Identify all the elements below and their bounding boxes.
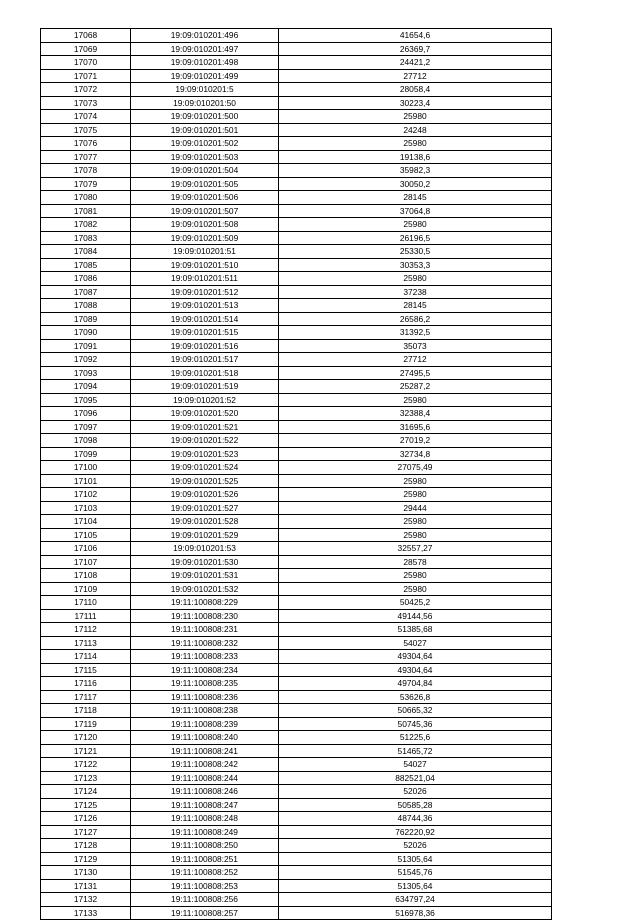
table-row — [41, 893, 552, 907]
cadastral-number-cell: 19:11:100808:251 — [131, 852, 279, 866]
table-row — [41, 312, 552, 326]
row-number-cell: 17107 — [41, 555, 131, 569]
row-number-cell: 17124 — [41, 785, 131, 799]
value-cell: 30050,2 — [279, 177, 552, 191]
row-number-cell: 17072 — [41, 83, 131, 97]
value-cell: 27495,5 — [279, 366, 552, 380]
table-row — [41, 731, 552, 745]
row-number-cell: 17085 — [41, 258, 131, 272]
row-number-cell: 17125 — [41, 798, 131, 812]
row-number-cell: 17116 — [41, 677, 131, 691]
cadastral-number-cell: 19:09:010201:512 — [131, 285, 279, 299]
row-number-cell: 17084 — [41, 245, 131, 259]
row-number-cell: 17071 — [41, 69, 131, 83]
table-row — [41, 906, 552, 920]
value-cell: 25980 — [279, 110, 552, 124]
cadastral-number-cell: 19:09:010201:509 — [131, 231, 279, 245]
row-number-cell: 17106 — [41, 542, 131, 556]
table-row — [41, 285, 552, 299]
row-number-cell: 17080 — [41, 191, 131, 205]
cadastral-number-cell: 19:09:010201:520 — [131, 407, 279, 421]
value-cell: 50425,2 — [279, 596, 552, 610]
value-cell: 25980 — [279, 218, 552, 232]
row-number-cell: 17118 — [41, 704, 131, 718]
table-row — [41, 204, 552, 218]
value-cell: 49304,64 — [279, 663, 552, 677]
table-row — [41, 555, 552, 569]
value-cell: 53626,8 — [279, 690, 552, 704]
cadastral-number-cell: 19:09:010201:521 — [131, 420, 279, 434]
value-cell: 35982,3 — [279, 164, 552, 178]
row-number-cell: 17119 — [41, 717, 131, 731]
cadastral-number-cell: 19:11:100808:247 — [131, 798, 279, 812]
cadastral-number-cell: 19:11:100808:234 — [131, 663, 279, 677]
table-row — [41, 407, 552, 421]
value-cell: 51305,64 — [279, 879, 552, 893]
cadastral-number-cell: 19:09:010201:519 — [131, 380, 279, 394]
cadastral-number-cell: 19:11:100808:256 — [131, 893, 279, 907]
row-number-cell: 17099 — [41, 447, 131, 461]
value-cell: 49304,64 — [279, 650, 552, 664]
value-cell: 37238 — [279, 285, 552, 299]
table-row — [41, 677, 552, 691]
cadastral-number-cell: 19:09:010201:527 — [131, 501, 279, 515]
row-number-cell: 17117 — [41, 690, 131, 704]
table-row — [41, 596, 552, 610]
table-row — [41, 704, 552, 718]
table-row — [41, 177, 552, 191]
table-body — [41, 29, 552, 920]
row-number-cell: 17104 — [41, 515, 131, 529]
row-number-cell: 17115 — [41, 663, 131, 677]
value-cell: 41654,6 — [279, 29, 552, 43]
row-number-cell: 17088 — [41, 299, 131, 313]
row-number-cell: 17095 — [41, 393, 131, 407]
cadastral-number-cell: 19:09:010201:523 — [131, 447, 279, 461]
cadastral-number-cell: 19:09:010201:530 — [131, 555, 279, 569]
row-number-cell: 17082 — [41, 218, 131, 232]
table-row — [41, 299, 552, 313]
cadastral-number-cell: 19:11:100808:241 — [131, 744, 279, 758]
table-row — [41, 785, 552, 799]
table-row — [41, 272, 552, 286]
cadastral-number-cell: 19:09:010201:528 — [131, 515, 279, 529]
cadastral-number-cell: 19:09:010201:506 — [131, 191, 279, 205]
cadastral-number-cell: 19:11:100808:236 — [131, 690, 279, 704]
row-number-cell: 17123 — [41, 771, 131, 785]
table-row — [41, 29, 552, 43]
row-number-cell: 17074 — [41, 110, 131, 124]
row-number-cell: 17078 — [41, 164, 131, 178]
row-number-cell: 17079 — [41, 177, 131, 191]
cadastral-number-cell: 19:09:010201:501 — [131, 123, 279, 137]
table-row — [41, 866, 552, 880]
value-cell: 634797,24 — [279, 893, 552, 907]
row-number-cell: 17103 — [41, 501, 131, 515]
cadastral-number-cell: 19:11:100808:242 — [131, 758, 279, 772]
cadastral-number-cell: 19:09:010201:502 — [131, 137, 279, 151]
cadastral-number-cell: 19:09:010201:51 — [131, 245, 279, 259]
value-cell: 26586,2 — [279, 312, 552, 326]
value-cell: 48744,36 — [279, 812, 552, 826]
cadastral-number-cell: 19:09:010201:52 — [131, 393, 279, 407]
table-row — [41, 69, 552, 83]
cadastral-number-cell: 19:11:100808:239 — [131, 717, 279, 731]
table-row — [41, 609, 552, 623]
table-row — [41, 231, 552, 245]
table-row — [41, 542, 552, 556]
row-number-cell: 17114 — [41, 650, 131, 664]
cadastral-number-cell: 19:09:010201:529 — [131, 528, 279, 542]
cadastral-number-cell: 19:09:010201:525 — [131, 474, 279, 488]
table-row — [41, 515, 552, 529]
value-cell: 51225,6 — [279, 731, 552, 745]
table-row — [41, 474, 552, 488]
value-cell: 25980 — [279, 569, 552, 583]
cadastral-number-cell: 19:09:010201:516 — [131, 339, 279, 353]
cadastral-number-cell: 19:09:010201:505 — [131, 177, 279, 191]
value-cell: 25980 — [279, 272, 552, 286]
value-cell: 51465,72 — [279, 744, 552, 758]
value-cell: 51545,76 — [279, 866, 552, 880]
row-number-cell: 17122 — [41, 758, 131, 772]
row-number-cell: 17120 — [41, 731, 131, 745]
value-cell: 25980 — [279, 528, 552, 542]
cadastral-number-cell: 19:11:100808:232 — [131, 636, 279, 650]
value-cell: 27019,2 — [279, 434, 552, 448]
cadastral-number-cell: 19:09:010201:504 — [131, 164, 279, 178]
table-row — [41, 258, 552, 272]
value-cell: 50665,32 — [279, 704, 552, 718]
value-cell: 30353,3 — [279, 258, 552, 272]
table-row — [41, 218, 552, 232]
value-cell: 25980 — [279, 137, 552, 151]
row-number-cell: 17102 — [41, 488, 131, 502]
table-row — [41, 501, 552, 515]
row-number-cell: 17068 — [41, 29, 131, 43]
table-row — [41, 420, 552, 434]
table-row — [41, 164, 552, 178]
cadastral-number-cell: 19:09:010201:50 — [131, 96, 279, 110]
value-cell: 52026 — [279, 785, 552, 799]
cadastral-number-cell: 19:09:010201:500 — [131, 110, 279, 124]
table-row — [41, 434, 552, 448]
cadastral-number-cell: 19:09:010201:53 — [131, 542, 279, 556]
row-number-cell: 17069 — [41, 42, 131, 56]
cadastral-number-cell: 19:09:010201:518 — [131, 366, 279, 380]
value-cell: 26369,7 — [279, 42, 552, 56]
row-number-cell: 17081 — [41, 204, 131, 218]
cadastral-number-cell: 19:09:010201:517 — [131, 353, 279, 367]
value-cell: 27712 — [279, 353, 552, 367]
value-cell: 28145 — [279, 299, 552, 313]
table-row — [41, 528, 552, 542]
value-cell: 25980 — [279, 488, 552, 502]
cadastral-number-cell: 19:11:100808:252 — [131, 866, 279, 880]
row-number-cell: 17133 — [41, 906, 131, 920]
row-number-cell: 17100 — [41, 461, 131, 475]
value-cell: 28145 — [279, 191, 552, 205]
table-row — [41, 488, 552, 502]
table-row — [41, 852, 552, 866]
cadastral-number-cell: 19:09:010201:496 — [131, 29, 279, 43]
cadastral-number-cell: 19:09:010201:515 — [131, 326, 279, 340]
table-row — [41, 137, 552, 151]
cadastral-number-cell: 19:11:100808:229 — [131, 596, 279, 610]
row-number-cell: 17076 — [41, 137, 131, 151]
table-row — [41, 447, 552, 461]
value-cell: 50585,28 — [279, 798, 552, 812]
cadastral-number-cell: 19:09:010201:532 — [131, 582, 279, 596]
row-number-cell: 17128 — [41, 839, 131, 853]
table-row — [41, 569, 552, 583]
row-number-cell: 17132 — [41, 893, 131, 907]
table-row — [41, 191, 552, 205]
cadastral-number-cell: 19:11:100808:248 — [131, 812, 279, 826]
cadastral-number-cell: 19:11:100808:238 — [131, 704, 279, 718]
cadastral-number-cell: 19:11:100808:231 — [131, 623, 279, 637]
value-cell: 51305,64 — [279, 852, 552, 866]
value-cell: 49704,84 — [279, 677, 552, 691]
cadastral-number-cell: 19:09:010201:498 — [131, 56, 279, 70]
cadastral-number-cell: 19:11:100808:246 — [131, 785, 279, 799]
cadastral-number-cell: 19:09:010201:508 — [131, 218, 279, 232]
cadastral-number-cell: 19:09:010201:497 — [131, 42, 279, 56]
table-row — [41, 744, 552, 758]
value-cell: 51385,68 — [279, 623, 552, 637]
row-number-cell: 17090 — [41, 326, 131, 340]
value-cell: 762220,92 — [279, 825, 552, 839]
table-row — [41, 366, 552, 380]
table-row — [41, 771, 552, 785]
table-row — [41, 339, 552, 353]
cadastral-number-cell: 19:11:100808:230 — [131, 609, 279, 623]
cadastral-number-cell: 19:11:100808:253 — [131, 879, 279, 893]
value-cell: 31695,6 — [279, 420, 552, 434]
cadastral-number-cell: 19:11:100808:235 — [131, 677, 279, 691]
value-cell: 25980 — [279, 515, 552, 529]
cadastral-number-cell: 19:11:100808:249 — [131, 825, 279, 839]
value-cell: 516978,36 — [279, 906, 552, 920]
row-number-cell: 17101 — [41, 474, 131, 488]
cadastral-number-cell: 19:09:010201:524 — [131, 461, 279, 475]
value-cell: 25287,2 — [279, 380, 552, 394]
value-cell: 32557,27 — [279, 542, 552, 556]
value-cell: 52026 — [279, 839, 552, 853]
row-number-cell: 17111 — [41, 609, 131, 623]
row-number-cell: 17083 — [41, 231, 131, 245]
value-cell: 28058,4 — [279, 83, 552, 97]
value-cell: 54027 — [279, 636, 552, 650]
row-number-cell: 17086 — [41, 272, 131, 286]
table-row — [41, 636, 552, 650]
cadastral-number-cell: 19:09:010201:514 — [131, 312, 279, 326]
table-row — [41, 83, 552, 97]
row-number-cell: 17108 — [41, 569, 131, 583]
row-number-cell: 17127 — [41, 825, 131, 839]
row-number-cell: 17070 — [41, 56, 131, 70]
row-number-cell: 17126 — [41, 812, 131, 826]
value-cell: 25980 — [279, 393, 552, 407]
value-cell: 26196,5 — [279, 231, 552, 245]
cadastral-number-cell: 19:09:010201:503 — [131, 150, 279, 164]
row-number-cell: 17105 — [41, 528, 131, 542]
table-row — [41, 623, 552, 637]
table-row — [41, 717, 552, 731]
table-row — [41, 582, 552, 596]
value-cell: 37064,8 — [279, 204, 552, 218]
value-cell: 882521,04 — [279, 771, 552, 785]
cadastral-number-cell: 19:09:010201:5 — [131, 83, 279, 97]
table-row — [41, 393, 552, 407]
value-cell: 25330,5 — [279, 245, 552, 259]
table-row — [41, 380, 552, 394]
cadastral-number-cell: 19:09:010201:507 — [131, 204, 279, 218]
value-cell: 54027 — [279, 758, 552, 772]
value-cell: 49144,56 — [279, 609, 552, 623]
value-cell: 32734,8 — [279, 447, 552, 461]
cadastral-number-cell: 19:09:010201:499 — [131, 69, 279, 83]
cadastral-number-cell: 19:11:100808:257 — [131, 906, 279, 920]
table-row — [41, 690, 552, 704]
table-row — [41, 245, 552, 259]
cadastral-number-cell: 19:09:010201:522 — [131, 434, 279, 448]
table-row — [41, 798, 552, 812]
cadastral-number-cell: 19:09:010201:511 — [131, 272, 279, 286]
row-number-cell: 17130 — [41, 866, 131, 880]
table-row — [41, 461, 552, 475]
table-row — [41, 825, 552, 839]
row-number-cell: 17098 — [41, 434, 131, 448]
row-number-cell: 17093 — [41, 366, 131, 380]
row-number-cell: 17092 — [41, 353, 131, 367]
table-row — [41, 839, 552, 853]
value-cell: 32388,4 — [279, 407, 552, 421]
value-cell: 50745,36 — [279, 717, 552, 731]
table-row — [41, 42, 552, 56]
row-number-cell: 17077 — [41, 150, 131, 164]
row-number-cell: 17131 — [41, 879, 131, 893]
row-number-cell: 17110 — [41, 596, 131, 610]
cadastral-number-cell: 19:09:010201:531 — [131, 569, 279, 583]
cadastral-number-cell: 19:11:100808:240 — [131, 731, 279, 745]
row-number-cell: 17075 — [41, 123, 131, 137]
value-cell: 25980 — [279, 582, 552, 596]
table-row — [41, 879, 552, 893]
table-row — [41, 353, 552, 367]
value-cell: 31392,5 — [279, 326, 552, 340]
table-row — [41, 326, 552, 340]
table-row — [41, 650, 552, 664]
row-number-cell: 17097 — [41, 420, 131, 434]
table-row — [41, 758, 552, 772]
row-number-cell: 17112 — [41, 623, 131, 637]
value-cell: 27712 — [279, 69, 552, 83]
value-cell: 28578 — [279, 555, 552, 569]
table-row — [41, 96, 552, 110]
row-number-cell: 17094 — [41, 380, 131, 394]
value-cell: 29444 — [279, 501, 552, 515]
row-number-cell: 17087 — [41, 285, 131, 299]
value-cell: 24421,2 — [279, 56, 552, 70]
cadastral-number-cell: 19:09:010201:510 — [131, 258, 279, 272]
table-row — [41, 56, 552, 70]
row-number-cell: 17121 — [41, 744, 131, 758]
row-number-cell: 17091 — [41, 339, 131, 353]
row-number-cell: 17113 — [41, 636, 131, 650]
cadastral-number-cell: 19:09:010201:526 — [131, 488, 279, 502]
row-number-cell: 17129 — [41, 852, 131, 866]
table-row — [41, 812, 552, 826]
row-number-cell: 17109 — [41, 582, 131, 596]
table-row — [41, 110, 552, 124]
cadastral-number-cell: 19:09:010201:513 — [131, 299, 279, 313]
value-cell: 25980 — [279, 474, 552, 488]
table-row — [41, 123, 552, 137]
cadastral-number-cell: 19:11:100808:250 — [131, 839, 279, 853]
value-cell: 24248 — [279, 123, 552, 137]
value-cell: 35073 — [279, 339, 552, 353]
data-table — [40, 28, 552, 920]
row-number-cell: 17089 — [41, 312, 131, 326]
cadastral-number-cell: 19:11:100808:244 — [131, 771, 279, 785]
table-row — [41, 150, 552, 164]
row-number-cell: 17096 — [41, 407, 131, 421]
row-number-cell: 17073 — [41, 96, 131, 110]
value-cell: 30223,4 — [279, 96, 552, 110]
cadastral-number-cell: 19:11:100808:233 — [131, 650, 279, 664]
value-cell: 19138,6 — [279, 150, 552, 164]
value-cell: 27075,49 — [279, 461, 552, 475]
table-row — [41, 663, 552, 677]
